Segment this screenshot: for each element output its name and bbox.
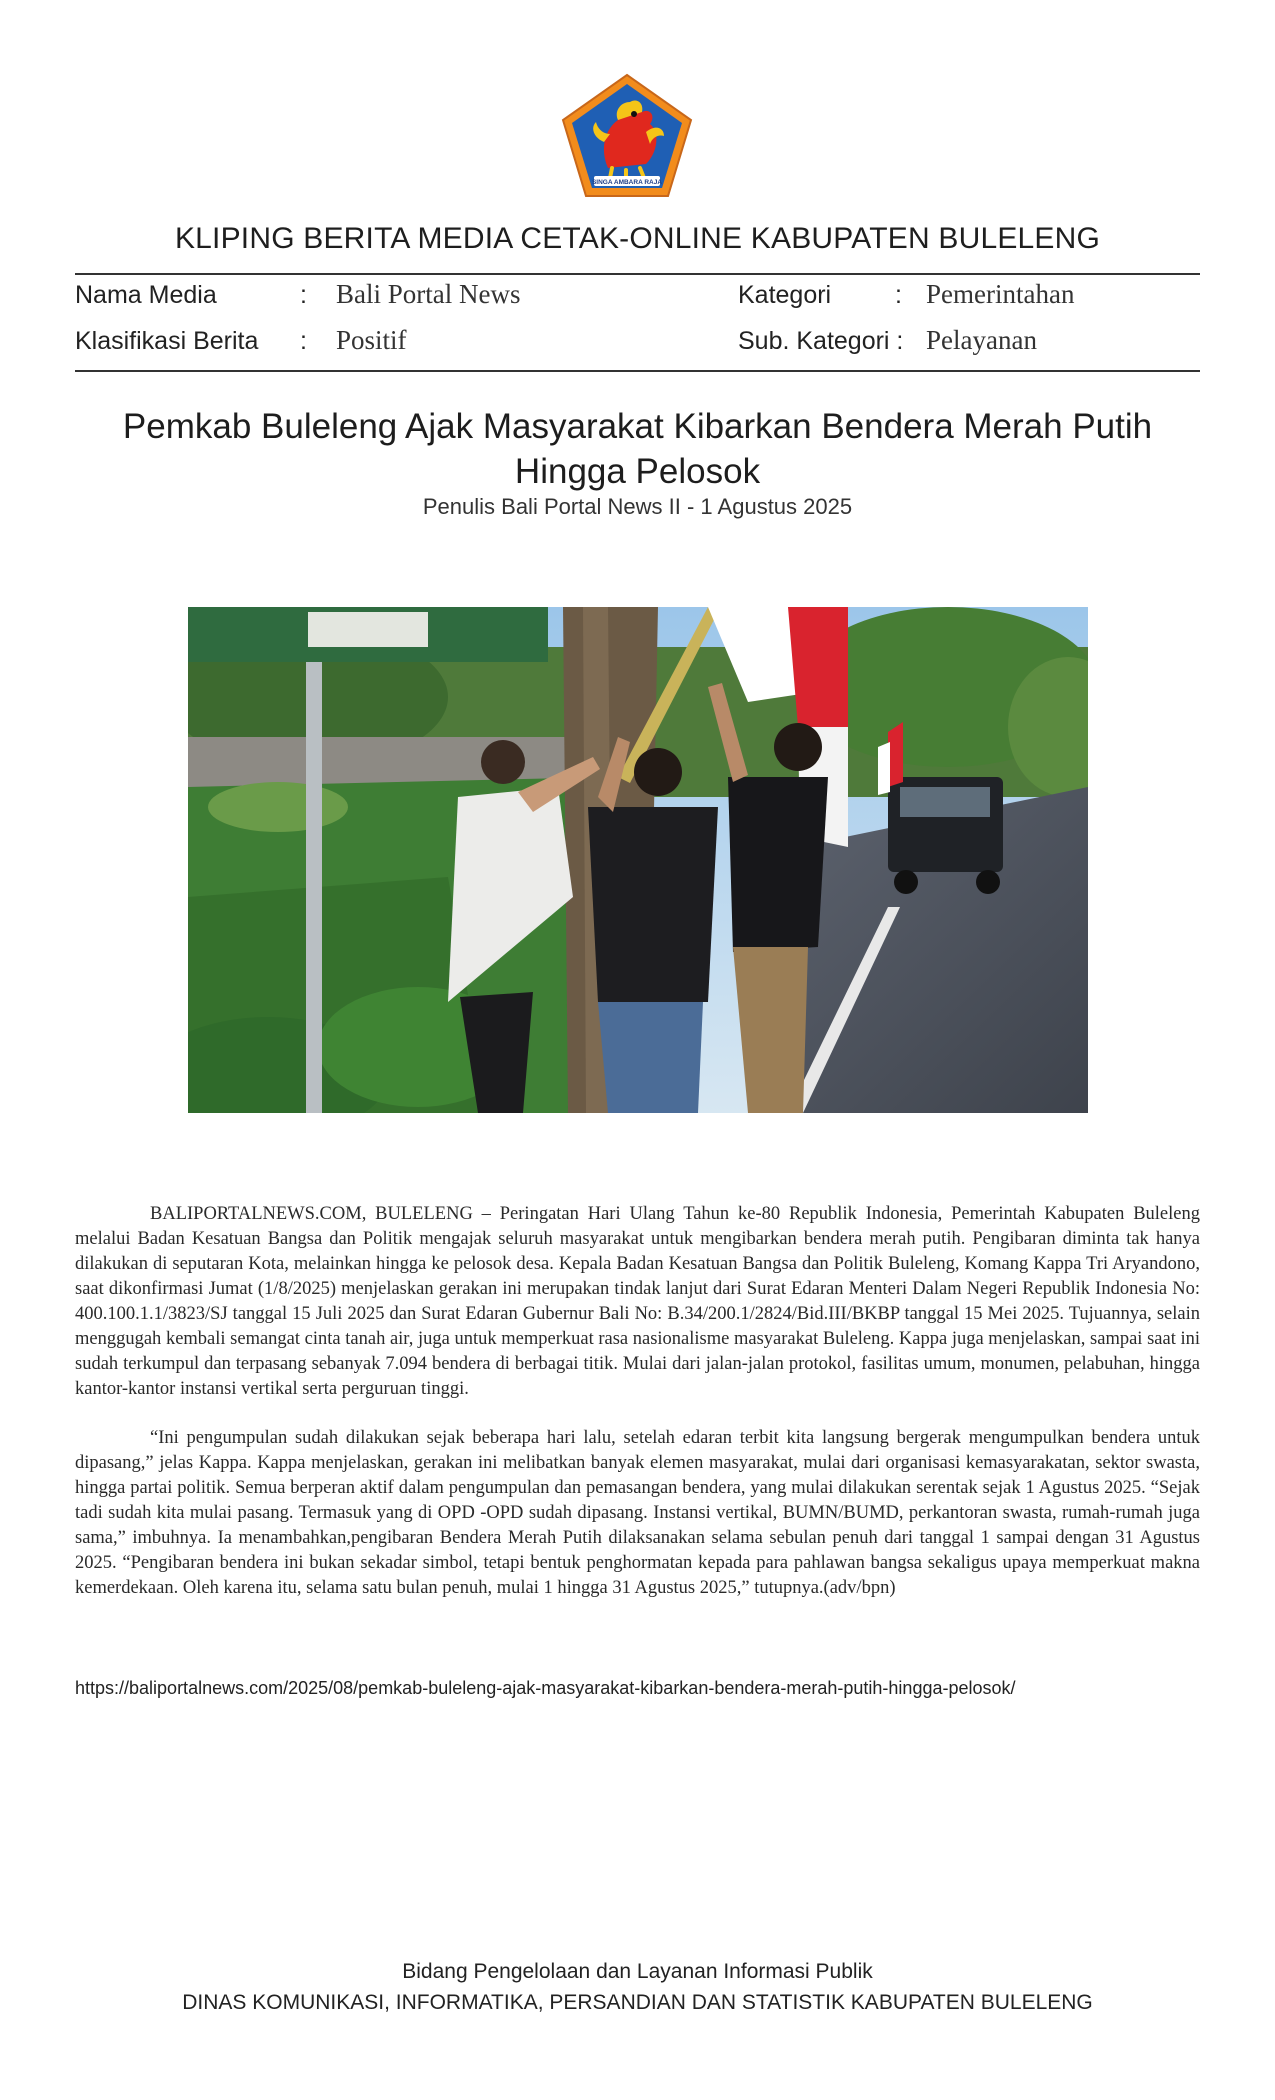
footer-department: Bidang Pengelolaan dan Layanan Informasi Publik [402,1960,873,1983]
article-paragraph: “Ini pengumpulan sudah dilakukan sejak beberapa hari lalu, setelah edaran terbit kita langsung bergerak mengumpulkan bendera untuk dipasang,” jelas Kappa. Kappa menjelaskan, gerakan ini melibatkan banyak elemen masyarakat, mulai dari organisasi kemasyarakatan, sektor swasta, hingga partai politik. Semua berperan aktif dalam pengumpulan dan pemasangan bendera, yang mulai dilakukan serentak sejak 1 Agustus 2025. “Sejak tadi sudah kita mulai pasang. Termasuk yang di OPD -OPD sudah dipasang. Instansi vertikal, BUMN/BUMD, perkantoran swasta, rumah-rumah juga sama,” imbuhnya. Ia menambahkan,pengibaran Bendera Merah Putih dilaksanakan selama sebulan penuh dari tanggal 1 sampai dengan 31 Agustus 2025. “Pengibaran bendera ini bukan sekadar simbol, tetapi bentuk penghormatan kepada para pahlawan bangsa sekaligus upaya memperkuat makna kemerdekaan. Oleh karena itu, selama satu bulan penuh, mulai 1 hingga 31 Agustus 2025,” tutupnya.(adv/bpn) [75,1428,1200,1598]
emblem-motto: SINGA AMBARA RAJA [591,179,663,186]
article-paragraph: BALIPORTALNEWS.COM, BULELENG – Peringatan Hari Ulang Tahun ke-80 Republik Indonesia, Pemerintah Kabupaten Buleleng melalui Badan Kesatuan Bangsa dan Politik mengajak seluruh masyarakat untuk mengibarkan bendera merah putih. Pengibaran diminta tak hanya dilakukan di seputaran Kota, melainkan hingga ke pelosok desa. Kepala Badan Kesatuan Bangsa dan Politik Buleleng, Komang Kappa Tri Aryandono, saat dikonfirmasi Jumat (1/8/2025) menjelaskan gerakan ini merupakan tindak lanjut dari Surat Edaran Menteri Dalam Negeri Republik Indonesia No: 400.100.1.1/3823/SJ tanggal 15 Juli 2025 dan Surat Edaran Gubernur Bali No: B.34/200.1/2824/Bid.III/BKBP tanggal 15 Mei 2025. Tujuannya, selain menggugah kembali semangat cinta tanah air, juga untuk memperkuat rasa nasionalisme masyarakat Buleleng. Kappa juga menjelaskan, sampai saat ini sudah terkumpul dan terpasang sebanyak 7.094 bendera di berbagai titik. Mulai dari jalan-jalan protokol, fasilitas umum, monumen, pelabuhan, hingga kantor-kantor instansi vertikal serta perguruan tinggi. [75,1204,1200,1399]
top-divider [75,273,1200,275]
bottom-divider [75,370,1200,372]
media-colon: : [300,281,307,309]
kategori-label: Kategori [738,281,832,309]
article-byline: Penulis Bali Portal News II - 1 Agustus 2025 [422,494,853,519]
article-headline: Pemkab Buleleng Ajak Masyarakat Kibarkan Bendera Merah Putih Hingga Pelosok [122,407,1153,491]
subkategori-label: Sub. Kategori : [738,327,904,355]
kategori-value: Pemerintahan [926,279,1075,309]
footer-agency: DINAS KOMUNIKASI, INFORMATIKA, PERSANDIAN DAN STATISTIK KABUPATEN BULELENG [182,1991,1093,2014]
kategori-colon: : [895,281,902,309]
kabupaten-buleleng-emblem-icon [560,72,694,200]
media-value: Bali Portal News [336,279,521,309]
clipping-header-title: KLIPING BERITA MEDIA CETAK-ONLINE KABUPATEN BULELENG [174,222,1101,255]
subkategori-value: Pelayanan [926,325,1037,355]
article-body [75,1202,1200,1625]
klasifikasi-value: Positif [336,325,407,355]
source-url-link[interactable]: https://baliportalnews.com/2025/08/pemkab-buleleng-ajak-masyarakat-kibarkan-bendera-merah-putih-hingga-pelosok/ [75,1678,1016,1698]
klasifikasi-label: Klasifikasi Berita [75,327,259,355]
media-label: Nama Media [75,281,217,309]
klasifikasi-colon: : [300,327,307,355]
article-photo [188,607,1088,1113]
